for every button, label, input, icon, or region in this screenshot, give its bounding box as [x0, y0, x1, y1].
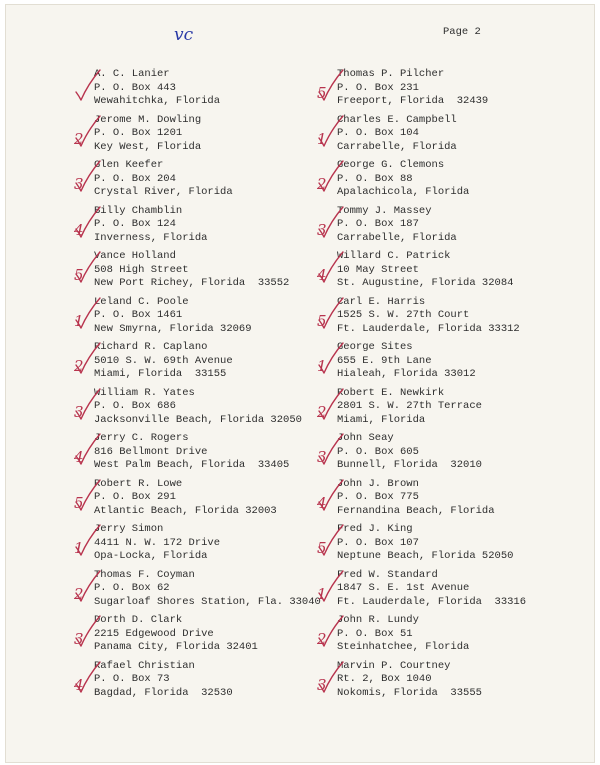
entry-city: West Palm Beach, Florida 33405: [94, 459, 290, 471]
address-entry: [74, 341, 339, 382]
address-entry: [74, 477, 339, 519]
entry-city: Neptune Beach, Florida 52050: [337, 550, 514, 562]
entry-city: Ft. Lauderdale, Florida 33312: [337, 322, 520, 335]
tally-mark: 4: [74, 220, 84, 239]
entry-city: Atlantic Beach, Florida 32003: [94, 504, 277, 517]
entry-address: 2801 S. W. 27th Terrace: [337, 400, 482, 412]
entry-city: Panama City, Florida 32401: [94, 641, 258, 653]
tally-mark: 3: [317, 448, 327, 466]
entry-name: George Sites: [337, 341, 413, 353]
entry-name: Jerome M. Dowling: [94, 113, 202, 126]
entry-city: Hialeah, Florida 33012: [337, 368, 476, 380]
entry-city: New Smyrna, Florida 32069: [94, 322, 252, 335]
address-entry: [317, 386, 582, 428]
entry-address: P. O. Box 107: [337, 536, 419, 549]
entry-address: 655 E. 9th Lane: [337, 354, 432, 367]
tally-mark: 2: [317, 402, 327, 421]
tally-mark: 3: [74, 630, 84, 648]
address-entry: [74, 295, 339, 337]
entry-address: P. O. Box 124: [94, 218, 176, 230]
entry-address: P. O. Box 73: [94, 673, 170, 685]
tally-mark: 4: [317, 266, 327, 284]
entry-city: Key West, Florida: [94, 140, 202, 153]
entry-address: 5010 S. W. 69th Avenue: [94, 354, 233, 367]
entry-name: Glen Keefer: [94, 159, 164, 171]
document-page: [5, 4, 595, 763]
entry-name: Tommy J. Massey: [337, 204, 432, 217]
entry-city: Crystal River, Florida: [94, 186, 233, 198]
check-mark-icon: [70, 66, 116, 106]
entry-city: Jacksonville Beach, Florida 32050: [94, 413, 302, 426]
entry-name: Jerry Simon: [94, 523, 164, 535]
entry-city: Inverness, Florida: [94, 231, 208, 244]
entry-address: 816 Bellmont Drive: [94, 445, 208, 458]
entry-address: P. O. Box 204: [94, 172, 176, 185]
entry-name: Fred J. King: [337, 523, 413, 535]
address-entry: [74, 432, 339, 473]
entry-city: Ft. Lauderdale, Florida 33316: [337, 595, 527, 608]
entry-city: Opa-Locka, Florida: [94, 550, 208, 562]
address-entry: [74, 204, 339, 246]
address-entry: [74, 614, 339, 655]
address-entry: [74, 523, 339, 564]
entry-name: Marvin P. Courtney: [337, 659, 451, 672]
address-entry: [317, 204, 582, 246]
entry-name: Robert R. Lowe: [94, 477, 183, 490]
entry-city: Apalachicola, Florida: [337, 186, 470, 198]
entry-address: P. O. Box 775: [337, 491, 419, 503]
entry-address: Rt. 2, Box 1040: [337, 673, 432, 685]
tally-mark: 5: [317, 311, 327, 330]
address-entry: [74, 159, 339, 200]
tally-mark: 3: [74, 402, 84, 421]
entry-address: P. O. Box 104: [337, 127, 419, 139]
entry-address: P. O. Box 1201: [94, 127, 183, 139]
entry-name: John R. Lundy: [337, 614, 419, 626]
address-entry: [317, 341, 582, 382]
entry-address: 4411 N. W. 172 Drive: [94, 536, 221, 549]
entry-name: Dorth D. Clark: [94, 614, 183, 626]
entry-city: Fernandina Beach, Florida: [337, 504, 495, 517]
entry-address: P. O. Box 231: [337, 81, 419, 94]
entry-city: Wewahitchka, Florida: [94, 95, 221, 107]
entry-address: P. O. Box 1461: [94, 309, 183, 321]
entry-address: P. O. Box 605: [337, 445, 419, 458]
entry-address: P. O. Box 291: [94, 491, 176, 503]
address-entry: [317, 614, 582, 655]
entry-name: Willard C. Patrick: [337, 250, 451, 262]
entry-address: 10 May Street: [337, 263, 419, 276]
entry-address: P. O. Box 51: [337, 627, 413, 640]
entry-city: Freeport, Florida 32439: [337, 95, 489, 107]
entry-address: P. O. Box 187: [337, 218, 419, 230]
tally-mark: 1: [317, 129, 327, 148]
entry-name: Thomas F. Coyman: [94, 568, 195, 581]
entry-address: 1847 S. E. 1st Avenue: [337, 582, 470, 594]
entry-name: George G. Clemons: [337, 159, 445, 171]
entry-city: Miami, Florida 33155: [94, 368, 227, 380]
tally-mark: 1: [74, 311, 84, 330]
address-entry: [317, 250, 582, 291]
entry-city: Carrabelle, Florida: [337, 140, 457, 153]
tally-mark: 3: [317, 675, 327, 694]
entry-city: Steinhatchee, Florida: [337, 641, 470, 653]
entry-name: William R. Yates: [94, 386, 195, 399]
entry-city: Bunnell, Florida 32010: [337, 459, 482, 471]
entry-address: 1525 S. W. 27th Court: [337, 309, 470, 321]
entry-name: Robert E. Newkirk: [337, 386, 445, 399]
address-entry: [74, 659, 339, 701]
entry-name: Fred W. Standard: [337, 568, 438, 581]
address-entry: [317, 659, 582, 701]
page-number: Page 2: [443, 26, 481, 38]
tally-mark: 2: [317, 630, 327, 648]
tally-mark: 1: [317, 584, 327, 603]
entry-address: P. O. Box 62: [94, 582, 170, 594]
entry-name: A. C. Lanier: [94, 68, 170, 80]
address-entry: [74, 568, 339, 610]
address-entry: [317, 159, 582, 200]
address-entry: [317, 523, 582, 564]
tally-mark: 3: [317, 220, 327, 239]
entry-name: Rafael Christian: [94, 659, 195, 672]
address-entry: [317, 113, 582, 155]
tally-mark: 1: [317, 357, 327, 375]
tally-mark: 5: [317, 84, 327, 102]
entry-name: Jerry C. Rogers: [94, 432, 189, 444]
entry-city: Carrabelle, Florida: [337, 231, 457, 244]
address-entry: [317, 295, 582, 337]
address-entry: [74, 250, 339, 291]
entry-city: Sugarloaf Shores Station, Fla. 33040: [94, 595, 321, 608]
entry-name: John J. Brown: [337, 477, 419, 490]
tally-mark: 4: [317, 493, 327, 512]
entry-name: Thomas P. Pilcher: [337, 68, 445, 80]
address-entry: [317, 568, 582, 610]
tally-mark: 5: [74, 493, 84, 512]
entry-name: Richard R. Caplano: [94, 341, 208, 353]
tally-mark: 5: [74, 266, 84, 284]
entry-name: Vance Holland: [94, 250, 176, 262]
address-entry: [74, 386, 339, 428]
entry-address: 2215 Edgewood Drive: [94, 627, 214, 640]
entry-name: Charles E. Campbell: [337, 113, 457, 126]
tally-mark: 1: [74, 539, 84, 557]
entry-name: Billy Chamblin: [94, 204, 183, 217]
entry-name: Carl E. Harris: [337, 295, 426, 308]
entry-city: St. Augustine, Florida 32084: [337, 277, 514, 289]
entry-city: Miami, Florida: [337, 413, 426, 426]
entry-address: P. O. Box 686: [94, 400, 176, 412]
address-entry: [317, 68, 582, 109]
tally-mark: 3: [74, 175, 84, 193]
address-entry: [74, 113, 339, 155]
address-entry: [317, 432, 582, 473]
entry-name: John Seay: [337, 432, 394, 444]
tally-mark: 2: [74, 357, 84, 375]
entry-address: 508 High Street: [94, 263, 189, 276]
tally-mark: 5: [317, 539, 327, 557]
tally-mark: 2: [317, 175, 327, 193]
entry-city: Nokomis, Florida 33555: [337, 686, 482, 699]
tally-mark: 4: [74, 675, 84, 694]
entry-address: P. O. Box 88: [337, 172, 413, 185]
address-entry: [94, 68, 339, 109]
tally-mark: 4: [74, 448, 84, 466]
tally-mark: 2: [74, 584, 84, 603]
entry-name: Leland C. Poole: [94, 295, 189, 308]
entry-address: P. O. Box 443: [94, 81, 176, 94]
entry-city: Bagdad, Florida 32530: [94, 686, 233, 699]
handwritten-annotation: vc: [174, 25, 194, 45]
address-entry: [317, 477, 582, 519]
tally-mark: 2: [74, 129, 84, 148]
entry-city: New Port Richey, Florida 33552: [94, 277, 290, 289]
